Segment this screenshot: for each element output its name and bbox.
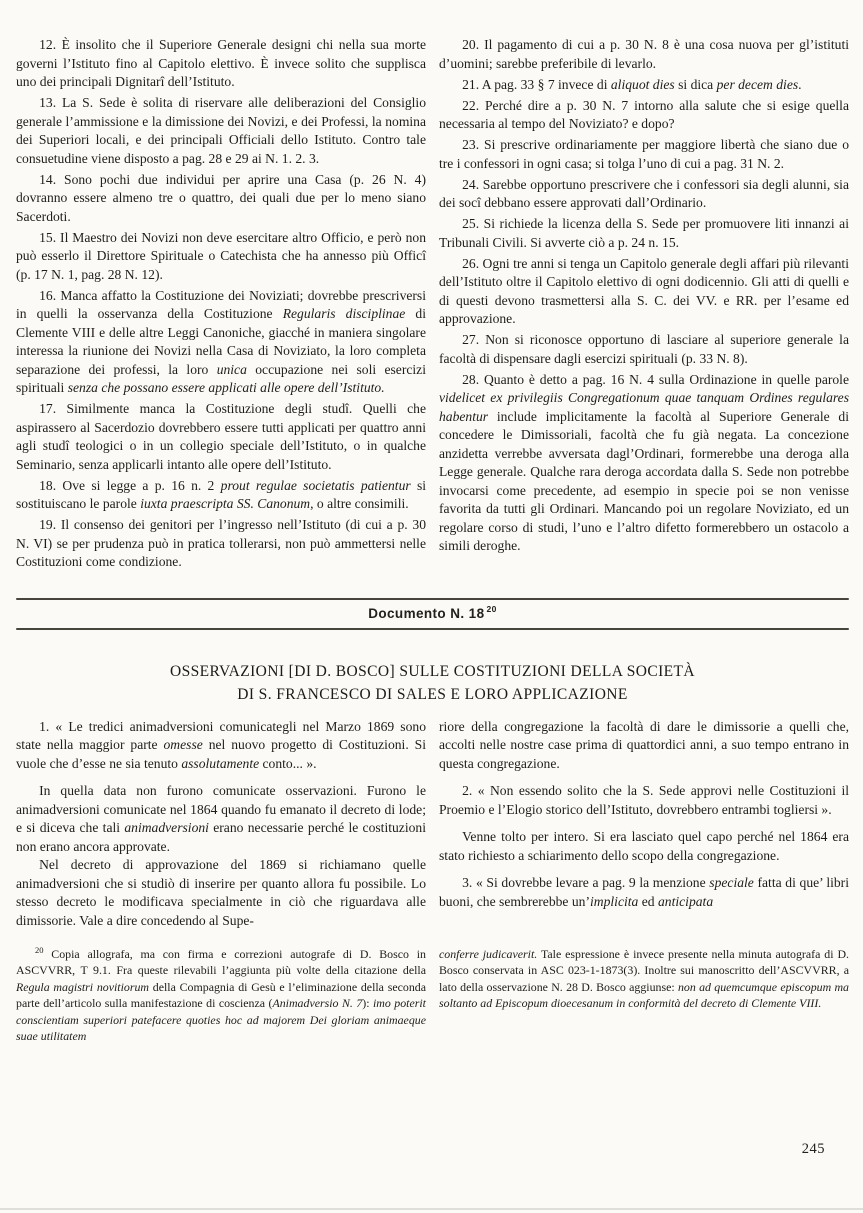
paragraph: 21. A pag. 33 § 7 invece di aliquot dies si dica per decem dies.: [462, 76, 802, 92]
document-number-label: Documento N. 18: [368, 605, 485, 621]
footnote-left-column: $^{20}$ Copia allografa, ma con firma e correzioni autografe di D. Bosco in ASCVVRR, T 9.1. Fra queste rilevabili l’aggiunta più volte della citazione della Regula magistri novitiorum della Compagnia di Gesù e l’eliminazione della seconda parte dell’articolo sulla manifestazione di coscienza (Animadversio N. 7): imo poterit conscientiam superiori patefacere quoties hoc ad majorem Dei gloriam animaeque suae utilitatem: [16, 945, 427, 1044]
paragraph: 2. « Non essendo solito che la S. Sede approvi nelle Costituzioni il Proemio e l’Elogio storico dell’Istituto, dovrebbero entrambi togliersi ».: [439, 783, 849, 817]
paragraph: riore della congregazione la facoltà di dare le dimissorie a quelli che, accolti nelle nostre case prima di quattordici anni, a suo tempo entrano in questa congregazione.: [439, 718, 849, 771]
paragraph: 13. La S. Sede è solita di riservare alle deliberazioni del Consiglio generale l’ammissione e la dimissione dei Novizi, e dei Professi, la nomina dei Superiori locali, e dei principali Officiali dello Istituto. Contro tale consuetudine viene disposto a pag. 28 e 29 ai N. 1. 2. 3.: [16, 95, 426, 166]
paragraph: 1. « Le tredici animadversioni comunicategli nel Marzo 1869 sono state nella maggior parte omesse nel nuovo progetto di Costituzioni. Si vuole che d’esse ne sia tenuto assolutamente conto... ».: [16, 718, 426, 771]
paragraph: 23. Si prescrive ordinariamente per maggiore libertà che siano due o tre i confessori in ogni casa; si tolga l’uno di cui a pag. 31 N. 2.: [439, 137, 849, 171]
paragraph: 3. « Si dovrebbe levare a pag. 9 la menzione speciale fatta di que’ libri buoni, che sembrerebbe un’implicita ed anticipata: [439, 875, 849, 909]
divider-bottom: [16, 628, 849, 630]
paragraph: In quella data non furono comunicate osservazioni. Furono le animadversioni comunicate nel 1864 quando fu emanato il decreto di lode; e si diceva che tali animadversioni erano necessarie perché le costituzioni non erano ancora approvate.: [16, 783, 426, 854]
paragraph: 28. Quanto è detto a pag. 16 N. 4 sulla Ordinazione in quelle parole videlicet ex privilegiis Congregationum quae tanquam Ordines regulares habentur include implicitamente la facoltà al Superiore Generale di concedere le Dimissoriali, facoltà che fu già negata. La concezione anzidetta verrebbe avversata dagl’Ordinari, formerebbe una deroga alla Legge generale. Qualche rara deroga accordata dalla S. Sede non potrebbe invocarsi come precedente, ad esempio in specie poi se non venisse favorita da tutti gli Ordinari. Mancando poi un regolare Noviziato, ed un regolare corso di studi, l’uno e l’altro difetto formerebbero un ostacolo a simili deroghe.: [439, 371, 849, 553]
document-title-line2: DI S. FRANCESCO DI SALES E LORO APPLICAZIONE: [237, 685, 628, 703]
observations-section: [16, 718, 849, 931]
paragraph: 14. Sono pochi due individui per aprire una Casa (p. 26 N. 4) dovranno essere almeno tre o quattro, dei quali due per lo meno siano Sacerdoti.: [16, 171, 426, 224]
footnote-right-column: conferre judicaverit. Tale espressione è invece presente nella minuta autografa di D. Bosco conservata in ASC 023-1-1873(3). Inoltre sui manoscritto dell’ASCVVRR, a lato della osservazione N. 28 D. Bosco aggiunse: non ad quemcumque episcopum ma soltanto ad Episcopum dioecesanum in conformità del decreto di Clemente VIII.: [439, 947, 850, 1011]
top-left-column: [16, 36, 426, 572]
paragraph: 18. Ove si legge a p. 16 n. 2 prout regulae societatis patientur si sostituiscano le parole iuxta praescripta SS. Canonum, o altre consimili.: [16, 477, 427, 511]
paragraph: 27. Non si riconosce opportuno di lasciare al superiore generale la facoltà di dispensare dagli esercizi spirituali (p. 33 N. 8).: [439, 332, 849, 366]
paragraph: Nel decreto di approvazione del 1869 si richiamano quelle animadversioni che si studiò di inserire per quanto allora fu possibile. Lo stesso decreto le modificava specialmente in ciò che riguardava alle dimissorie. Vale a dire concedendo al Supe-: [16, 857, 426, 928]
paragraph: 20. Il pagamento di cui a p. 30 N. 8 è una cosa nuova per gl’istituti d’uomini; sarebbe preferibile di levarlo.: [439, 37, 849, 71]
body-right-column: [439, 718, 849, 931]
animadversioni-section: [16, 36, 849, 572]
paragraph: Venne tolto per intero. Si era lasciato quel capo perché nel 1864 era stato richiesto a schiarimento dello scopo della congregazione.: [439, 829, 849, 863]
footnotes-section: [16, 946, 849, 1044]
footnote-reference: 20: [486, 604, 497, 614]
paragraph: 17. Similmente manca la Costituzione degli studî. Quelli che aspirassero al Sacerdozio dovrebbero essere tutti applicati per quattro anni agli studî teologici o in un collegio speciale dell’Istituto, o in qualche Seminario, senza applicarli intanto alle opere dell’Istituto.: [16, 401, 426, 472]
paragraph: 26. Ogni tre anni si tenga un Capitolo generale degli affari più rilevanti dell’Istituto oltre il Capitolo elettivo di ogni dodicennio. Gli atti di quelli e di questi devono trasmettersi alla S. C. dei VV. e RR. per l’esame ed approvazione.: [439, 255, 849, 326]
paragraph: 12. È insolito che il Superiore Generale designi chi nella sua morte governi l’Istituto fino al Capitolo elettivo. È invece solito che supplisca uno dei principali Dignitarî dell’Istituto.: [16, 37, 426, 89]
document-title-line1: OSSERVAZIONI [DI D. BOSCO] SULLE COSTITUZIONI DELLA SOCIETÀ: [170, 662, 695, 680]
paragraph: 25. Si richiede la licenza della S. Sede per promuovere liti innanzi ai Tribunali Civili. Si avverte ciò a p. 24 n. 15.: [439, 216, 849, 250]
body-left-column: [16, 718, 426, 931]
document-title: [16, 660, 849, 706]
paragraph: 24. Sarebbe opportuno prescrivere che i confessori sia degli alunni, sia dei socî debbano essere approvati dall’Ordinario.: [439, 176, 849, 210]
paragraph: 16. Manca affatto la Costituzione dei Noviziati; dovrebbe prescriversi in quelli la osservanza della Costituzione Regularis disciplinae di Clemente VIII e delle altre Leggi Canoniche, giacché in maniera singolare interessa la riunione dei Novizi nella Casa di Noviziato, la loro completa separazione dei professi, la loro unica occupazione nei soli esercizi spirituali senza che possano essere applicati alle opere dell’Istituto.: [16, 287, 426, 395]
document-header: [16, 598, 849, 630]
paragraph: 19. Il consenso dei genitori per l’ingresso nell’Istituto (di cui a p. 30 N. VI) se per prudenza può in pratica tollerarsi, non può ammettersi nelle Costituzioni come condizione.: [16, 517, 426, 569]
page-number: 245: [801, 1141, 825, 1157]
top-right-column: [439, 36, 849, 572]
paragraph: 15. Il Maestro dei Novizi non deve esercitare altro Officio, e però non può esserlo il Direttore Spirituale o Catechista che ha annesso più Officî (p. 17 N. 1, pag. 28 N. 12).: [16, 229, 426, 282]
document-number-heading: [16, 600, 849, 628]
scan-edge-decoration: [0, 1208, 863, 1210]
paragraph: 22. Perché dire a p. 30 N. 7 intorno alla salute che si esige quella necessaria al tempo del Noviziato? e dopo?: [439, 97, 849, 131]
